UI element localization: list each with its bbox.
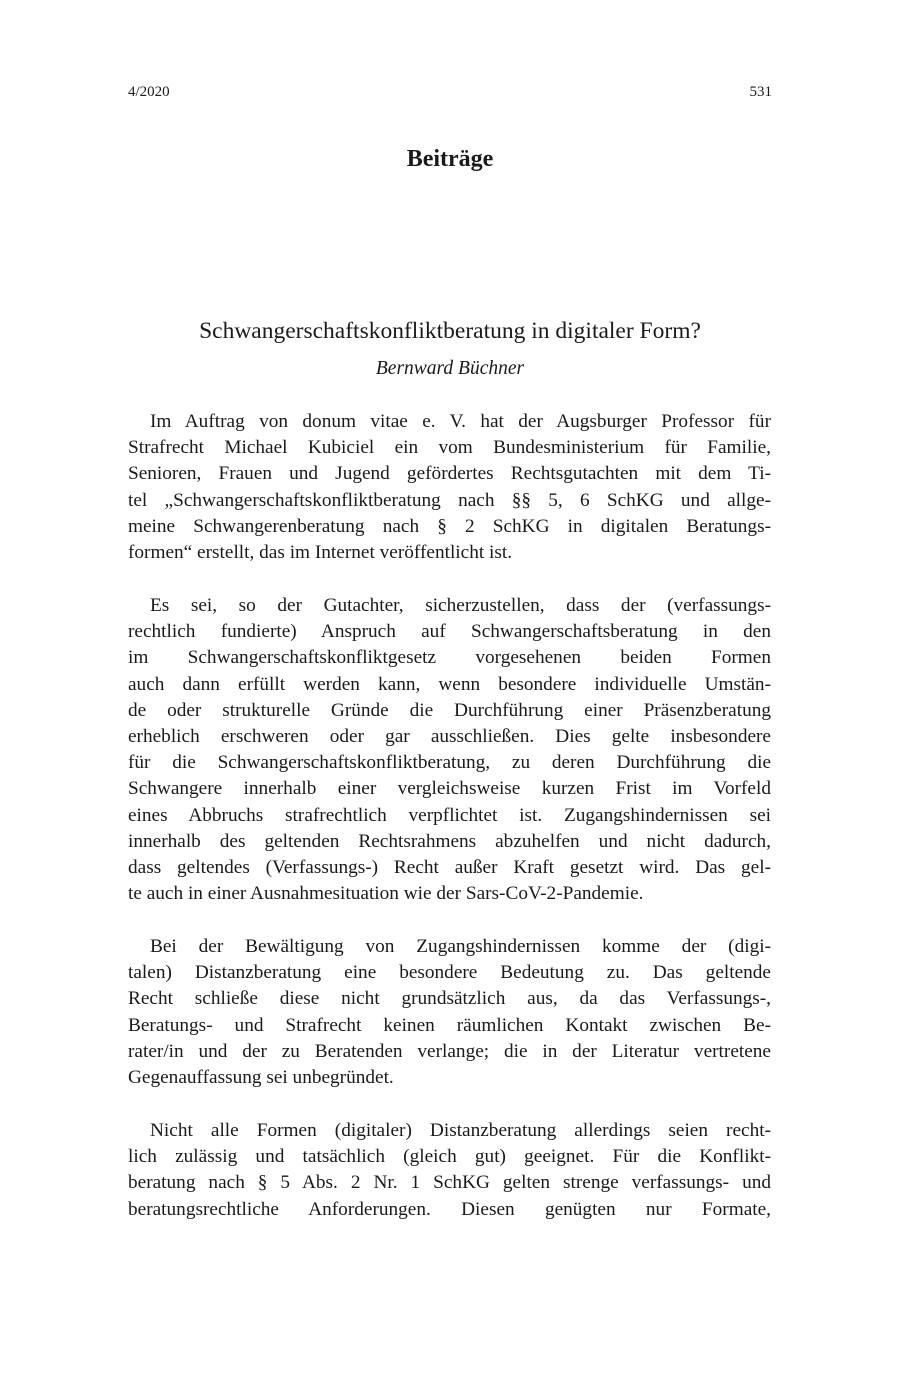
text-line: Bei der Bewältigung von Zugangshindernissen komme der (digi- <box>150 936 771 957</box>
text-line: für die Schwangerschaftskonfliktberatung, zu deren Durchführung die <box>128 752 771 774</box>
text-line: im Schwangerschaftskonfliktgesetz vorgesehenen beiden Formen <box>128 647 771 669</box>
text-line: talen) Distanzberatung eine besondere Bedeutung zu. Das geltende <box>128 962 771 984</box>
text-line: rechtlich fundierte) Anspruch auf Schwangerschaftsberatung in den <box>128 621 771 643</box>
paragraph-2 <box>128 593 771 907</box>
text-line: Gegenauffassung sei unbegründet. <box>128 1067 394 1089</box>
text-line: Recht schließe diese nicht grundsätzlich aus, da das Verfassungs-, <box>128 988 771 1010</box>
text-line: beratungsrechtliche Anforderungen. Diesen genügten nur Formate, <box>128 1198 771 1220</box>
text-line: Im Auftrag von donum vitae e. V. hat der Augsburger Professor für <box>150 411 771 432</box>
paragraph-4 <box>128 1118 771 1223</box>
text-line: formen“ erstellt, das im Internet veröffentlicht ist. <box>128 542 513 564</box>
text-line: innerhalb des geltenden Rechtsrahmens abzuhelfen und nicht dadurch, <box>128 830 771 852</box>
section-title: Beiträge <box>406 146 494 172</box>
text-line: dass geltendes (Verfassungs-) Recht außer Kraft gesetzt wird. Das gel- <box>128 857 771 879</box>
text-line: meine Schwangerenberatung nach § 2 SchKG in digitalen Beratungs- <box>128 515 771 537</box>
page-number: 531 <box>749 84 772 100</box>
text-line: tel „Schwangerschaftskonfliktberatung nach §§ 5, 6 SchKG und allge- <box>128 489 771 511</box>
text-line: eines Abbruchs strafrechtlich verpflichtet ist. Zugangshindernissen sei <box>128 804 771 826</box>
text-line: erheblich erschweren oder gar ausschließen. Dies gelte insbesondere <box>128 726 771 748</box>
article-title: Schwangerschaftskonfliktberatung in digitaler Form? <box>199 318 701 344</box>
text-line: Es sei, so der Gutachter, sicherzustellen, dass der (verfassungs- <box>150 595 771 616</box>
article-author: Bernward Büchner <box>375 358 525 379</box>
text-line: Strafrecht Michael Kubiciel ein vom Bundesministerium für Familie, <box>128 437 771 459</box>
text-line: Schwangere innerhalb einer vergleichsweise kurzen Frist im Vorfeld <box>128 778 771 800</box>
text-line: Nicht alle Formen (digitaler) Distanzberatung allerdings seien recht- <box>150 1120 771 1141</box>
text-line: lich zulässig und tatsächlich (gleich gut) geeignet. Für die Konflikt- <box>128 1146 771 1168</box>
issue-number: 4/2020 <box>128 84 170 100</box>
text-line: te auch in einer Ausnahmesituation wie der Sars-CoV-2-Pandemie. <box>128 883 644 905</box>
text-line: auch dann erfüllt werden kann, wenn besondere individuelle Umstän- <box>128 673 771 695</box>
text-line: Beratungs- und Strafrecht keinen räumlichen Kontakt zwischen Be- <box>128 1014 771 1036</box>
text-line: de oder strukturelle Gründe die Durchführung einer Präsenzberatung <box>128 699 771 721</box>
text-line: Senioren, Frauen und Jugend gefördertes Rechtsgutachten mit dem Ti- <box>128 463 771 485</box>
text-line: rater/in und der zu Beratenden verlange; die in der Literatur vertretene <box>128 1040 771 1062</box>
paragraph-1 <box>128 409 771 566</box>
paragraph-3 <box>128 934 771 1091</box>
text-line: beratung nach § 5 Abs. 2 Nr. 1 SchKG gelten strenge verfassungs- und <box>128 1172 771 1194</box>
